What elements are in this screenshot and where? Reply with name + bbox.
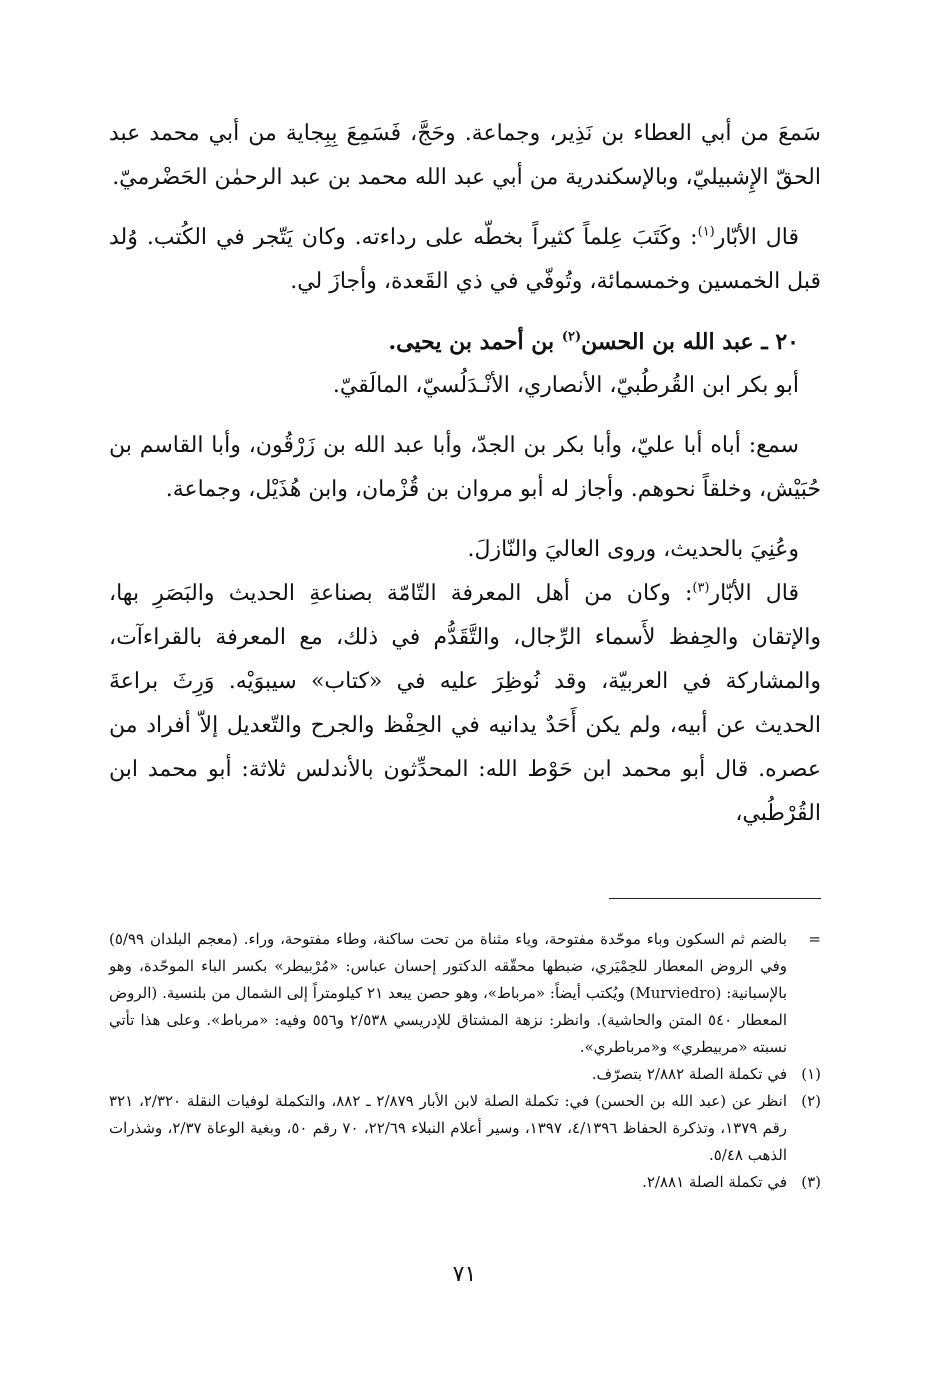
main-text — [109, 112, 821, 836]
entry-heading-lineage: بن أحمد بن يحيى. — [388, 329, 562, 355]
footnote-mark: = — [808, 930, 821, 948]
paragraph-4: وعُنِيَ بالحديث، وروى العاليَ والنّازلَ. — [467, 537, 799, 562]
paragraph-2-lead: قال الأبّار — [714, 225, 800, 250]
footnotes — [109, 926, 821, 1196]
footnote-ref-3: (٣) — [692, 580, 710, 596]
page-number: ٧١ — [452, 1262, 477, 1287]
entry-subheading: أبو بكر ابن القُرطُبيّ، الأنصاري، الأنْـدَلُسيّ، المالَقيّ. — [332, 373, 799, 398]
footnote-3 — [109, 1169, 821, 1196]
footnote-text: في تكملة الصلة ٢/٨٨١. — [642, 1173, 787, 1191]
footnote-ref-1: (١) — [697, 224, 715, 240]
paragraph-2 — [109, 216, 821, 304]
footnote-2 — [109, 1088, 821, 1169]
footnote-mark: (١) — [801, 1065, 821, 1083]
entry-heading — [109, 320, 821, 364]
paragraph-5-lead: قال الأبّار — [709, 581, 799, 606]
paragraph-5-text: : وكان من أهل المعرفة التّامّة بصناعةِ الحديث والبَصَرِ بها، والإتقان والحِفظ لأَسماء الرِّجال، والتَّقَدُّم في ذلك، مع المعرفة بالقراءآت، والمشاركة في العربيّة، وقد نُوظِرَ عليه في «كتاب» سيبوَيْه. وَرِثَ براعةَ الحديث عن أبيه، ولم يكن أَحَدٌ يدانيه في الحِفْظ والجرح والتّعديل إلاّ أفراد من عصره. قال أبو محمد ابن حَوْط الله: المحدِّثون بالأندلس ثلاثة: أبو محمد ابن القُرْطُبي، — [109, 581, 821, 826]
paragraph-5 — [109, 572, 821, 836]
footnote-ref-2: (٢) — [561, 329, 582, 345]
footnote-divider — [609, 898, 821, 899]
entry-heading-name: ٢٠ ـ عبد الله بن الحسن — [581, 329, 799, 355]
footnote-mark: (٢) — [801, 1092, 821, 1110]
footnote-continued — [109, 926, 821, 1061]
footnote-1 — [109, 1061, 821, 1088]
paragraph-2-text: : وكَتَبَ عِلماً كثيراً بخطّه على رداءته. وكان يَتّجر في الكُتب. وُلد قبل الخمسين وخمسمائة، وتُوفّي في ذي القَعدة، وأجازَ لي. — [109, 225, 821, 294]
footnote-text: انظر عن (عبد الله بن الحسن) في: تكملة الصلة لابن الأبار ٢/٨٧٩ ـ ٨٨٢، والتكملة لوفيات النقلة ٢/٣٢٠، ٣٢١ رقم ١٣٧٩، وتذكرة الحفاظ ٤/١٣٩٦، ١٣٩٧، وسير أعلام النبلاء ٢٢/٦٩، ٧٠ رقم ٥٠، وبغية الوعاة ٢/٣٧، وشذرات الذهب ٥/٤٨. — [109, 1092, 787, 1164]
footnote-mark: (٣) — [801, 1173, 821, 1191]
paragraph-3: سمع: أباه أبا عليّ، وأبا بكر بن الجدّ، وأبا عبد الله بن زَرْقُون، وأبا القاسم بن حُبَيْش، وخلقاً نحوهم. وأجاز له أبو مروان بن قُزْمان، وابن هُذَيْل، وجماعة. — [109, 433, 821, 502]
footnote-text: بالضم ثم السكون وباء موحّدة مفتوحة، وياء مثناة من تحت ساكنة، وطاء مفتوحة، وراء. (معجم البلدان ٥/٩٩) وفي الروض المعطار للحِمْيَري، ضبطها محقّقه الدكتور إحسان عباس: «مُرْبيطر» بكسر الباء الموحّدة، وهو بالإسبانية: (Murviedro) ويُكتب أيضاً: «مرباط»، وهو حصن يبعد ٢١ كيلومتراً إلى الشمال من بلنسية. (الروض المعطار ٥٤٠ المتن والحاشية). وانظر: نزهة المشتاق للإدريسي ٢/٥٣٨ و٥٥٦ وفيه: «مرباط». وعلى هذا تأتي نسبته «مربيطري» و«مرباطري». — [109, 930, 788, 1056]
paragraph-1: سَمعَ من أبي العطاء بن نَذِير، وجماعة. وحَجَّ، فَسَمِعَ بِبِجاية من أبي محمد عبد الحقّ الإِشبيليّ، وبالإسكندرية من أبي عبد الله محمد بن عبد الرحمٰن الحَضْرميّ. — [109, 121, 821, 190]
footnote-text: في تكملة الصلة ٢/٨٨٢ بتصرّف. — [591, 1065, 787, 1083]
